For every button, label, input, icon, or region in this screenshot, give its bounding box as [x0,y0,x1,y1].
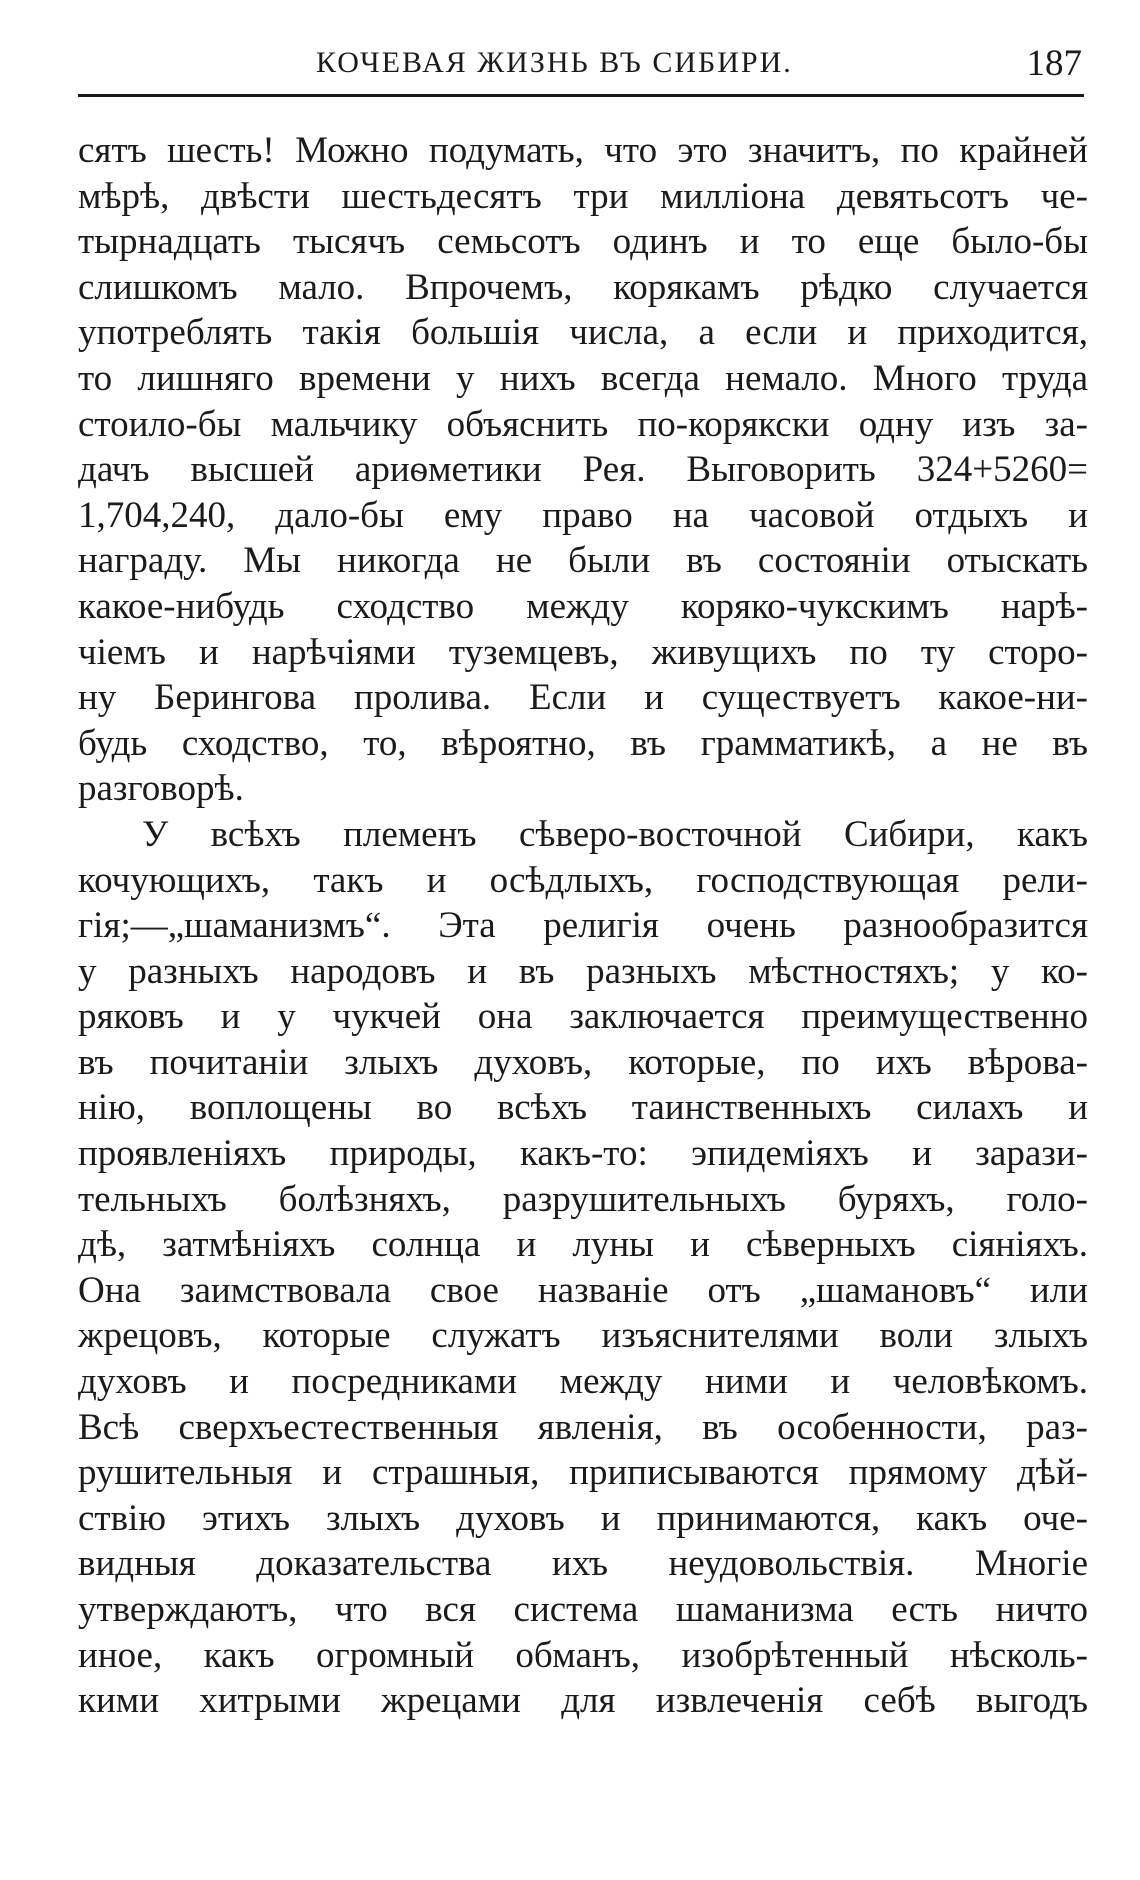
text-line: ряковъ и у чукчей она заключается преимущественно [78,996,1088,1038]
paragraph-1 [78,128,1088,812]
text-line: ствію этихъ злыхъ духовъ и принимаются, какъ оче- [78,1497,1088,1539]
text-line: дачъ высшей ариѳметики Рея. Выговорить 324+5260= [78,449,1088,491]
text-line: 1,704,240, дало-бы ему право на часовой отдыхъ и [78,494,1088,536]
header-rule [78,94,1084,97]
text-line: видныя доказательства ихъ неудовольствія. Многіе [78,1543,1088,1585]
running-head [78,42,1082,94]
text-line: будь сходство, то, вѣроятно, въ грамматикѣ, а не въ [78,722,1088,764]
text-line: рушительныя и страшныя, приписываются прямому дѣй- [78,1452,1088,1494]
text-line: гія;—„шаманизмъ“. Эта религія очень разнообразится [78,905,1088,947]
text-line: у разныхъ народовъ и въ разныхъ мѣстностяхъ; у ко- [78,950,1088,992]
paragraph-2 [78,812,1088,1724]
text-line: стоило-бы мальчику объяснить по-корякски одну изъ за- [78,403,1088,445]
text-line: Всѣ сверхъестественныя явленія, въ особенности, раз- [78,1406,1088,1448]
text-line: употреблять такія большія числа, а если и приходится, [78,312,1088,354]
text-line: тельныхъ болѣзняхъ, разрушительныхъ буряхъ, голо- [78,1178,1088,1220]
text-line: ну Берингова пролива. Если и существуетъ какое-ни- [78,677,1088,719]
text-line: утверждаютъ, что вся система шаманизма есть ничто [78,1589,1088,1630]
text-line: сятъ шесть! Можно подумать, что это значитъ, по крайней [78,130,1088,171]
text-line: то лишняго времени у нихъ всегда немало. Много труда [78,357,1088,399]
text-line: кими хитрыми жрецами для извлеченія себѣ выгодъ [78,1680,1088,1722]
text-line: чіемъ и нарѣчіями туземцевъ, живущихъ по ту сторо- [78,631,1088,673]
text-line: слишкомъ мало. Впрочемъ, корякамъ рѣдко случается [78,266,1088,308]
text-line: У всѣхъ племенъ сѣверо-восточной Сибири, какъ [142,813,1088,855]
text-line: Она заимствовала свое названіе отъ „шамановъ“ или [78,1269,1088,1311]
text-line: иное, какъ огромный обманъ, изобрѣтенный нѣсколь- [78,1634,1088,1676]
text-line: награду. Мы никогда не были въ состояніи отыскать [78,540,1088,582]
text-line: тырнадцать тысячъ семьсотъ одинъ и то еще было-бы [78,221,1088,263]
text-line: разговорѣ. [78,768,244,810]
text-line: какое-нибудь сходство между коряко-чукскимъ нарѣ- [78,585,1088,627]
text-line: дѣ, затмѣніяхъ солнца и луны и сѣверныхъ сіяніяхъ. [78,1224,1088,1266]
text-line: мѣрѣ, двѣсти шестьдесятъ три милліона девятьсотъ че- [78,175,1088,217]
running-title: КОЧЕВАЯ ЖИЗНЬ ВЪ СИБИРИ. [316,46,793,79]
text-line: кочующихъ, такъ и осѣдлыхъ, господствующая рели- [78,859,1088,901]
body-text [78,128,1088,1724]
text-line: нію, воплощены во всѣхъ таинственныхъ силахъ и [78,1087,1088,1129]
page-number: 187 [1026,43,1082,84]
text-line: духовъ и посредниками между ними и человѣкомъ. [78,1361,1088,1403]
text-line: проявленіяхъ природы, какъ-то: эпидеміяхъ и зарази- [78,1133,1088,1175]
text-line: въ почитаніи злыхъ духовъ, которые, по ихъ вѣрова- [78,1041,1088,1083]
text-line: жрецовъ, которые служатъ изъяснителями воли злыхъ [78,1315,1088,1357]
